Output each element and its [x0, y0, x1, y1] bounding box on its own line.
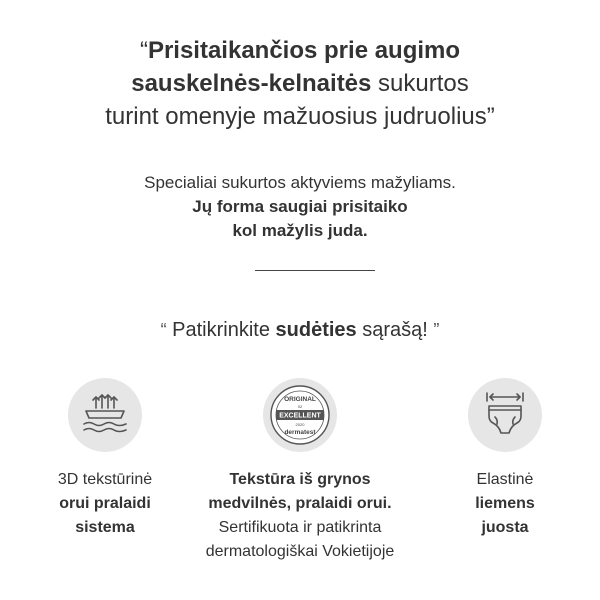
- seal-bottom-text: dermatest: [284, 429, 316, 436]
- feature-line-bold: liemens: [475, 495, 535, 512]
- headline-normal-2: sukurtos: [371, 70, 469, 97]
- check-bold: sudėties: [275, 319, 357, 341]
- feature-breathable: [20, 378, 190, 540]
- subtext: [0, 171, 600, 243]
- feature-cotton: [185, 378, 415, 564]
- divider: [255, 270, 375, 271]
- seal-year-text: 2020: [295, 422, 305, 427]
- headline-line-1: [0, 34, 600, 67]
- headline-bold-2: sauskelnės-kelnaitės: [131, 70, 372, 97]
- feature-line-bold: juosta: [481, 519, 529, 536]
- seal-num-text: 02: [297, 404, 303, 409]
- check-open-quote: “: [160, 320, 167, 340]
- feature-line: Sertifikuota ir patikrinta: [218, 519, 382, 536]
- headline-line-3-text: turint omenyje mažuosius judruolius: [105, 103, 487, 130]
- open-quote: “: [139, 37, 148, 64]
- breathable-layer-icon: [68, 378, 142, 452]
- feature-line-bold: sistema: [75, 519, 135, 536]
- close-quote: ”: [486, 103, 495, 130]
- feature-waistband: [425, 378, 585, 540]
- subtext-bold-1: Jų forma saugiai prisitaiko: [192, 197, 408, 216]
- feature-line: 3D tekstūrinė: [57, 471, 153, 488]
- check-ingredients: [0, 317, 600, 343]
- feature-waistband-text: [425, 468, 585, 540]
- check-suffix: sąrašą!: [356, 319, 428, 341]
- feature-line: dermatologiškai Vokietijoje: [205, 543, 395, 560]
- subtext-line-1: Specialiai sukurtos aktyviems mažyliams.: [144, 173, 456, 192]
- headline-bold-1: Prisitaikančios prie augimo: [147, 37, 461, 64]
- check-prefix: Patikrinkite: [172, 319, 276, 341]
- subtext-bold-2: kol mažylis juda.: [232, 221, 368, 240]
- dermatest-seal-icon: [263, 378, 337, 452]
- headline-line-2: [0, 67, 600, 100]
- elastic-waistband-icon: [468, 378, 542, 452]
- feature-line: Elastinė: [476, 471, 534, 488]
- headline-line-3: [0, 100, 600, 133]
- check-close-quote: ”: [433, 320, 440, 340]
- feature-cotton-text: [185, 468, 415, 564]
- seal-mid-text: EXCELLENT: [279, 412, 321, 420]
- seal-top-text: ORIGINAL: [284, 396, 316, 403]
- feature-breathable-text: [20, 468, 190, 540]
- headline: [0, 34, 600, 133]
- feature-line-bold: orui pralaidi: [59, 495, 151, 512]
- feature-line-bold: medvilnės, pralaidi orui.: [208, 495, 392, 512]
- feature-line-bold: Tekstūra iš grynos: [229, 471, 371, 488]
